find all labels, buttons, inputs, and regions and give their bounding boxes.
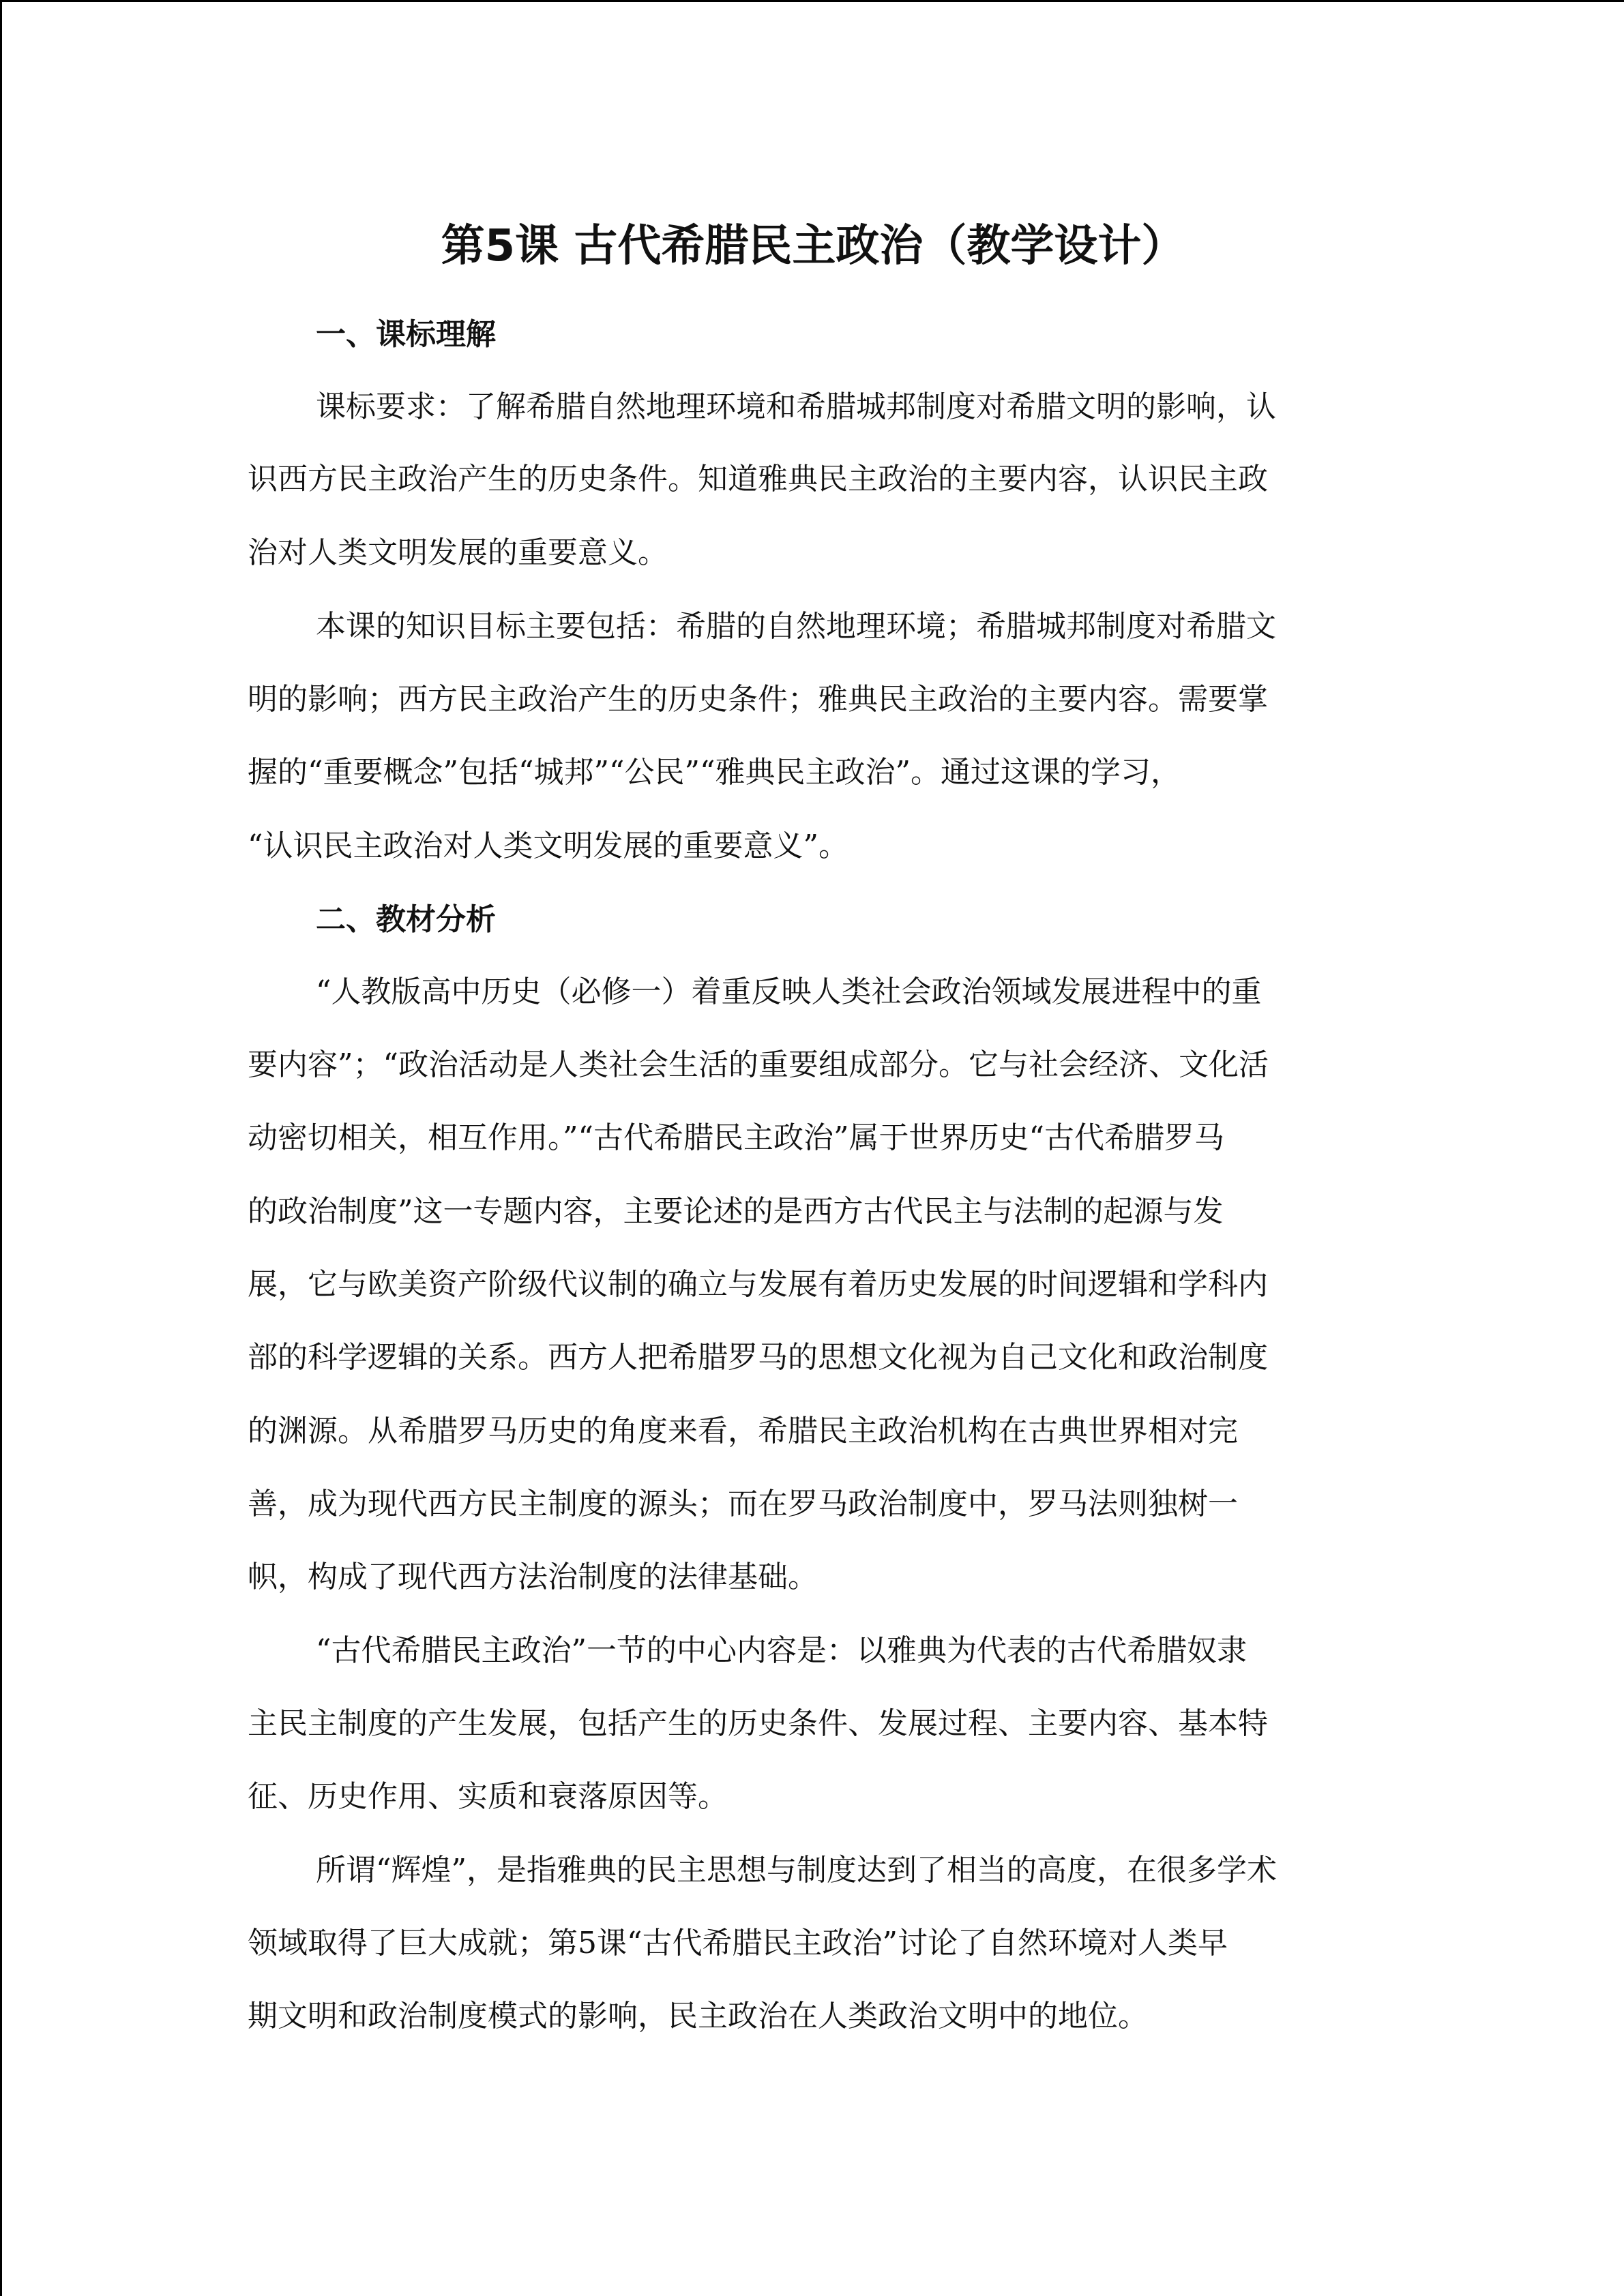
paragraph-line: 动密切相关，相互作用。”“古代希腊民主政治”属于世界历史“古代希腊罗马 bbox=[248, 1120, 1224, 1155]
paragraph-line: 课标要求：了解希腊自然地理环境和希腊城邦制度对希腊文明的影响，认 bbox=[316, 389, 1276, 424]
paragraph-line: 帜，构成了现代西方法治制度的法律基础。 bbox=[248, 1560, 818, 1594]
paragraph-line: 要内容”；“政治活动是人类社会生活的重要组成部分。它与社会经济、文化活 bbox=[248, 1047, 1269, 1082]
paragraph-line: 本课的知识目标主要包括：希腊的自然地理环境；希腊城邦制度对希腊文 bbox=[316, 609, 1276, 644]
paragraph-line: 善，成为现代西方民主制度的源头；而在罗马政治制度中，罗马法则独树一 bbox=[248, 1487, 1238, 1521]
document-title: 第5课 古代希腊民主政治（教学设计） bbox=[441, 221, 1185, 271]
paragraph-line: 主民主制度的产生发展，包括产生的历史条件、发展过程、主要内容、基本特 bbox=[248, 1706, 1268, 1741]
paragraph-line: 所谓“辉煌”，是指雅典的民主思想与制度达到了相当的高度，在很多学术 bbox=[316, 1853, 1277, 1888]
paragraph-line: 的政治制度”这一专题内容，主要论述的是西方古代民主与法制的起源与发 bbox=[248, 1194, 1224, 1229]
paragraph-line: 的渊源。从希腊罗马历史的角度来看，希腊民主政治机构在古典世界相对完 bbox=[248, 1414, 1238, 1448]
paragraph-line: 明的影响；西方民主政治产生的历史条件；雅典民主政治的主要内容。需要掌 bbox=[248, 682, 1268, 717]
paragraph-line: 识西方民主政治产生的历史条件。知道雅典民主政治的主要内容，认识民主政 bbox=[248, 462, 1268, 496]
paragraph-line: 治对人类文明发展的重要意义。 bbox=[248, 535, 668, 570]
section-heading-curriculum: 一、课标理解 bbox=[316, 317, 496, 352]
paragraph-line: 领域取得了巨大成就；第5课“古代希腊民主政治”讨论了自然环境对人类早 bbox=[248, 1926, 1228, 1960]
paragraph-line: 展，它与欧美资产阶级代议制的确立与发展有着历史发展的时间逻辑和学科内 bbox=[248, 1267, 1268, 1302]
paragraph-line: “人教版高中历史（必修一）着重反映人类社会政治领域发展进程中的重 bbox=[316, 974, 1262, 1009]
paragraph-line: “认识民主政治对人类文明发展的重要意义”。 bbox=[248, 829, 848, 863]
paragraph-line: 期文明和政治制度模式的影响，民主政治在人类政治文明中的地位。 bbox=[248, 1999, 1148, 2033]
paragraph-line: 握的“重要概念”包括“城邦”“公民”“雅典民主政治”。通过这课的学习， bbox=[248, 755, 1181, 790]
paragraph-line: 部的科学逻辑的关系。西方人把希腊罗马的思想文化视为自己文化和政治制度 bbox=[248, 1340, 1268, 1375]
paragraph-line: 征、历史作用、实质和衰落原因等。 bbox=[248, 1779, 728, 1814]
paragraph-line: “古代希腊民主政治”一节的中心内容是：以雅典为代表的古代希腊奴隶 bbox=[316, 1633, 1247, 1668]
section-heading-textbook-analysis: 二、教材分析 bbox=[316, 902, 496, 937]
